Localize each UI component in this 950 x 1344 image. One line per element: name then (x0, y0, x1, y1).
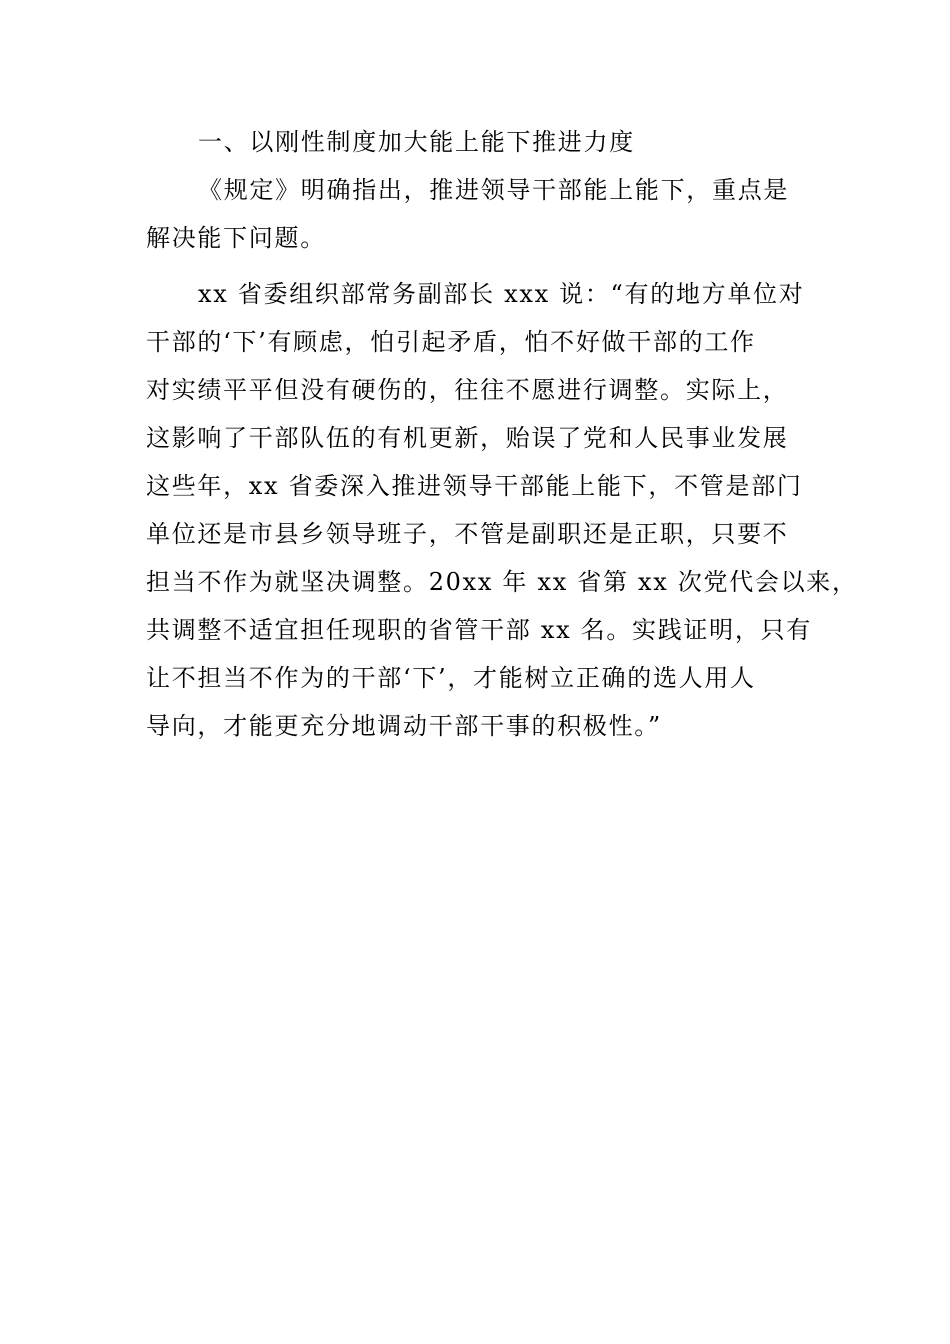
paragraph-2-line-7: 担当不作为就坚决调整。20xx 年 xx 省第 xx 次党代会以来， (146, 568, 858, 596)
paragraph-1-line-1: 《规定》明确指出，推进领导干部能上能下，重点是 (198, 176, 790, 204)
paragraph-1-line-2: 解决能下问题。 (146, 224, 326, 252)
paragraph-2-line-9: 让不担当不作为的干部‘下’，才能树立正确的选人用人 (146, 664, 756, 692)
paragraph-1 (146, 166, 814, 262)
paragraph-2-line-4: 这影响了干部队伍的有机更新，贻误了党和人民事业发展 (146, 424, 789, 452)
paragraph-2-line-1: xx 省委组织部常务副部长 xxx 说：“有的地方单位对 (198, 280, 805, 308)
paragraph-2 (146, 270, 858, 750)
document-body (146, 118, 858, 750)
paragraph-2-line-10: 导向，才能更充分地调动干部干事的积极性。” (146, 712, 662, 740)
paragraph-2-line-5: 这些年，xx 省委深入推进领导干部能上能下，不管是部门 (146, 472, 803, 500)
paragraph-2-line-2: 干部的‘下’有顾虑，怕引起矛盾，怕不好做干部的工作 (146, 328, 756, 356)
section-heading: 一、以刚性制度加大能上能下推进力度 (198, 128, 635, 156)
paragraph-2-line-3: 对实绩平平但没有硬伤的，往往不愿进行调整。实际上， (146, 376, 789, 404)
paragraph-2-line-6: 单位还是市县乡领导班子，不管是副职还是正职，只要不 (146, 520, 789, 548)
paragraph-2-line-8: 共调整不适宜担任现职的省管干部 xx 名。实践证明，只有 (146, 616, 812, 644)
